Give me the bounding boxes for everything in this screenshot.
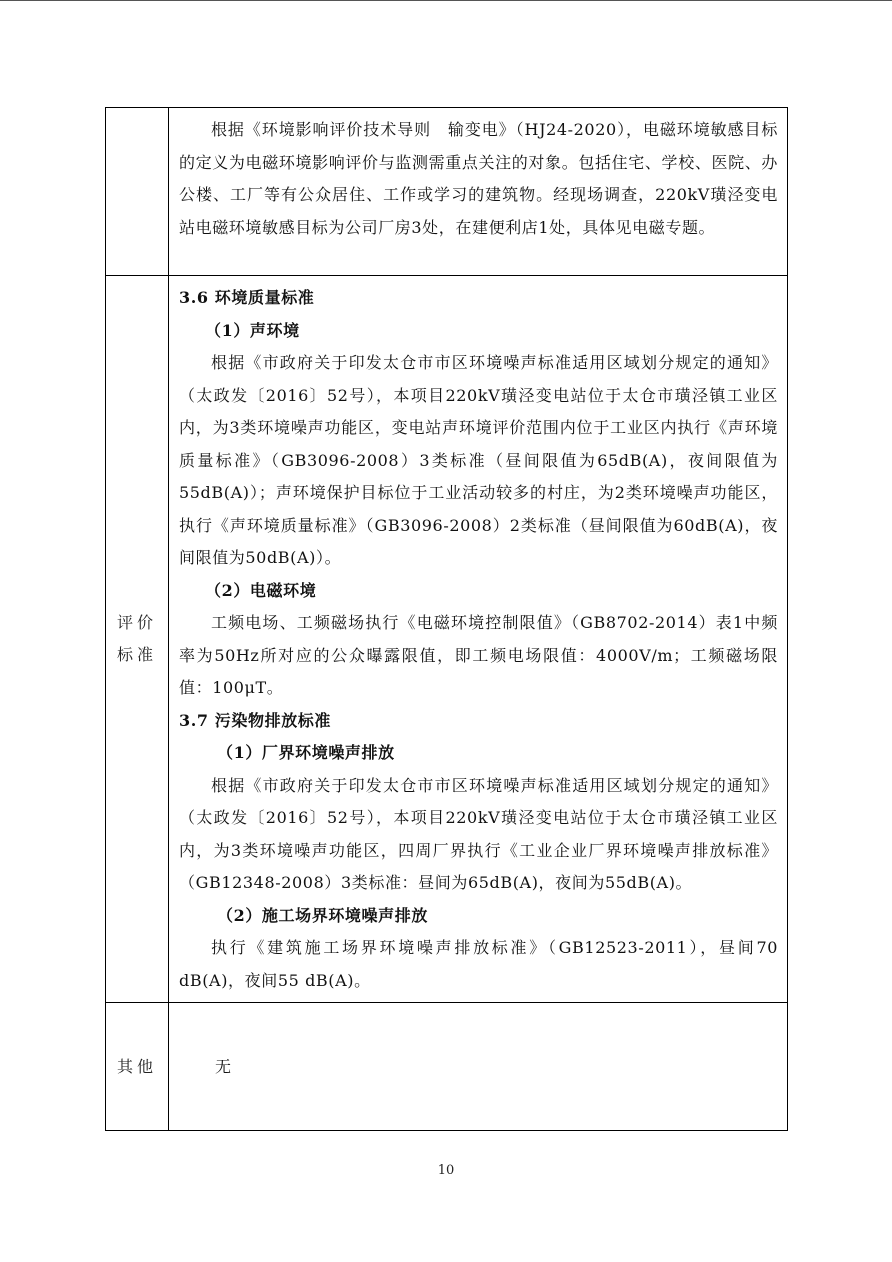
boundary-noise-paragraph: 根据《市政府关于印发太仓市市区环境噪声标准适用区域划分规定的通知》（太政发〔2016〕52号），本项目220kV璜泾变电站位于太仓市璜泾镇工业区内，为3类环境噪声功能区，四周厂界执行《工业企业厂界环境噪声排放标准》（GB12348-2008）3类标准：昼间为65dB(A)，夜间为55dB(A)。 (179, 775, 778, 892)
sensitive-targets-cell (169, 108, 788, 276)
label-line-1: 评价 (116, 613, 157, 632)
section-3-6-title: 3.6 环境质量标准 (179, 288, 315, 307)
label-line-2: 标准 (116, 645, 157, 664)
row-label-evaluation-standards (106, 276, 169, 1003)
other-cell (169, 1003, 788, 1131)
table-row-sensitive-targets (106, 108, 788, 276)
acoustic-environment-paragraph: 根据《市政府关于印发太仓市市区环境噪声标准适用区域划分规定的通知》（太政发〔2016〕52号），本项目220kV璜泾变电站位于太仓市璜泾镇工业区内，为3类环境噪声功能区，变电站声环境评价范围内位于工业区内执行《声环境质量标准》（GB3096-2008）3类标准（昼间限值为65dB(A)，夜间限值为55dB(A)）；声环境保护目标位于工业活动较多的村庄，为2类环境噪声功能区，执行《声环境质量标准》（GB3096-2008）2类标准（昼间限值为60dB(A)，夜间限值为50dB(A)）。 (179, 353, 778, 567)
section-3-7-title: 3.7 污染物排放标准 (179, 710, 332, 730)
page-top-border (0, 0, 892, 1)
subsection-acoustic-title: （1）声环境 (205, 320, 300, 340)
row-label-empty (106, 108, 169, 276)
page-number: 10 (437, 1163, 455, 1178)
subsection-construction-noise-title: （2）施工场界环境噪声排放 (217, 905, 428, 925)
electromagnetic-paragraph: 工频电场、工频磁场执行《电磁环境控制限值》（GB8702-2014）表1中频率为50Hz所对应的公众曝露限值，即工频电场限值：4000V/m；工频磁场限值：100μT。 (179, 613, 778, 697)
subsection-electromagnetic-title: （2）电磁环境 (205, 580, 317, 600)
construction-noise-paragraph: 执行《建筑施工场界环境噪声排放标准》（GB12523-2011），昼间70 dB(A)，夜间55 dB(A)。 (179, 938, 778, 990)
subsection-boundary-noise-title: （1）厂界环境噪声排放 (217, 743, 395, 762)
row-label-other: 其他 (106, 1003, 169, 1131)
table-row-other (106, 1003, 788, 1131)
evaluation-standards-cell (169, 276, 788, 1003)
sensitive-targets-paragraph: 根据《环境影响评价技术导则 输变电》（HJ24-2020），电磁环境敏感目标的定义为电磁环境影响评价与监测需重点关注的对象。包括住宅、学校、医院、办公楼、工厂等有公众居住、工作或学习的建筑物。经现场调查，220kV璜泾变电站电磁环境敏感目标为公司厂房3处，在建便利店1处，具体见电磁专题。 (179, 120, 778, 237)
other-text: 无 (215, 1057, 232, 1076)
assessment-table (105, 107, 788, 1131)
table-row-evaluation-standards (106, 276, 788, 1003)
